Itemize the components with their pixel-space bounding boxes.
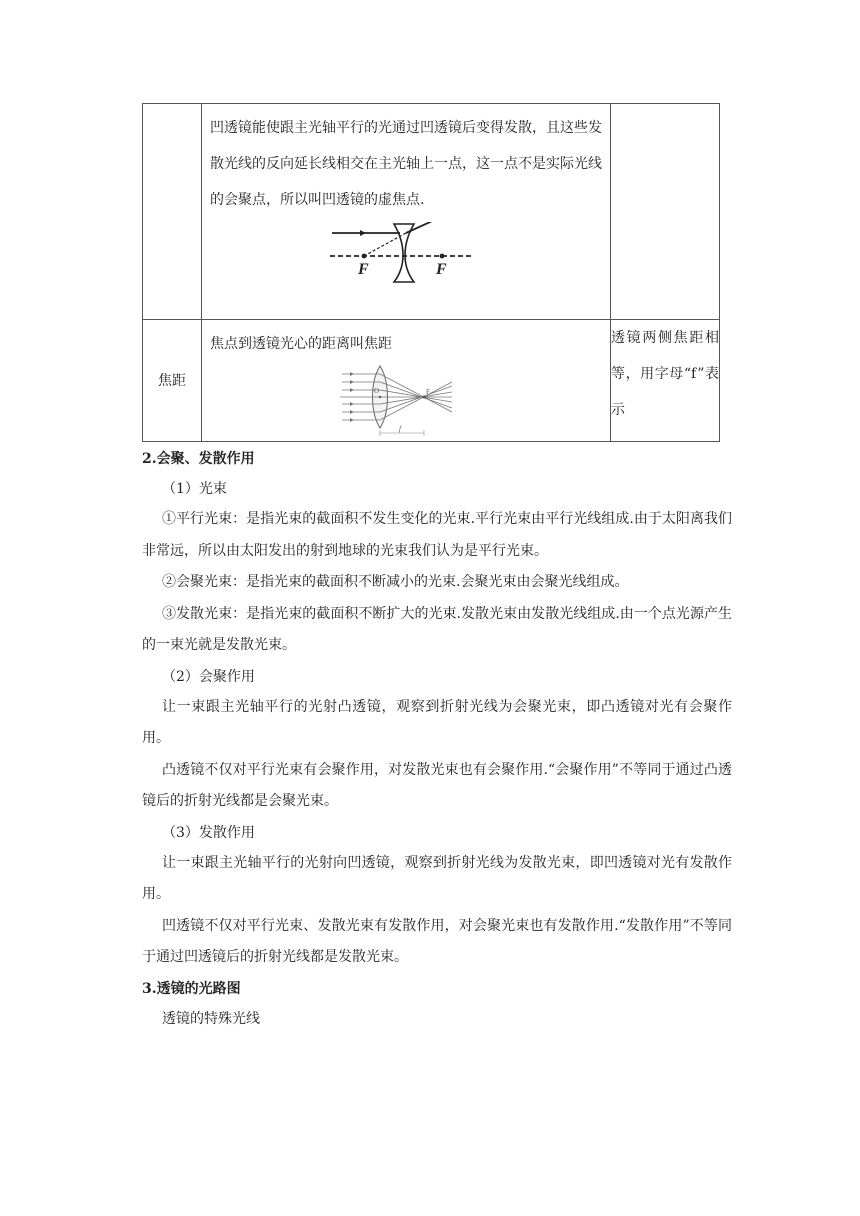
paragraph: ②会聚光束：是指光束的截面积不断减小的光束.会聚光束由会聚光线组成。 <box>162 574 629 590</box>
term-cell <box>143 104 202 320</box>
description-cell <box>202 104 611 320</box>
focal-point-right <box>440 254 445 259</box>
paragraph: ①平行光束：是指光束的截面积不发生变化的光束.平行光束由平行光线组成.由于太阳离我们非常远，所以由太阳发出的射到地球的光束我们认为是平行光束。 <box>142 511 732 559</box>
convex-lens-focal-length-diagram <box>340 364 458 438</box>
paragraph: 让一束跟主光轴平行的光射向凹透镜，观察到折射光线为发散光束，即凹透镜对光有发散作用。 <box>142 854 732 902</box>
section-heading: 2.会聚、发散作用 <box>142 451 255 467</box>
focus-label: F <box>358 261 369 278</box>
focus-label: F <box>436 261 447 278</box>
term-cell: 焦距 <box>143 320 202 442</box>
focal-length-label: f <box>399 425 401 433</box>
table-row <box>143 320 720 442</box>
backward-extension-line <box>364 233 406 256</box>
subsection-heading: （3）发散作用 <box>162 824 255 841</box>
subsection-heading: （1）光束 <box>162 481 227 497</box>
focal-length-description: 焦点到透镜光心的距离叫焦距 <box>210 336 392 352</box>
paragraph: 透镜的特殊光线 <box>162 1010 260 1027</box>
section-heading: 3.透镜的光路图 <box>142 980 241 997</box>
paragraph: 凸透镜不仅对平行光束有会聚作用，对发散光束也有会聚作用.“会聚作用”不等同于通过凸透镜后的折射光线都是会聚光束。 <box>142 761 732 809</box>
description-cell <box>202 320 611 442</box>
focus-label: F <box>426 388 430 396</box>
optical-center <box>379 396 381 398</box>
focal-point-left <box>362 254 367 259</box>
subsection-heading: （2）会聚作用 <box>162 668 255 685</box>
table-row <box>143 104 720 320</box>
optical-center-label: O <box>374 387 380 395</box>
arrow-icon <box>360 230 366 236</box>
document-body <box>142 444 732 1035</box>
concave-lens-virtual-focus-diagram <box>330 222 480 284</box>
note-cell: 透镜两侧焦距相等，用字母“f”表示 <box>611 320 720 442</box>
paragraph: 凹透镜不仅对平行光束、发散光束有发散作用，对会聚光束也有发散作用.“发散作用”不等同于通过凹透镜后的折射光线都是发散光束。 <box>142 917 732 965</box>
note-cell <box>611 104 720 320</box>
paragraph: ③发散光束：是指光束的截面积不断扩大的光束.发散光束由发散光线组成.由一个点光源产生的一束光就是发散光束。 <box>142 605 732 653</box>
paragraph: 让一束跟主光轴平行的光射凸透镜，观察到折射光线为会聚光束，即凸透镜对光有会聚作用。 <box>142 698 732 746</box>
virtual-focus-description: 凹透镜能使跟主光轴平行的光通过凹透镜后变得发散，且这些发散光线的反向延长线相交在主光轴上一点，这一点不是实际光线的会聚点，所以叫凹透镜的虚焦点. <box>210 120 602 208</box>
lens-concept-table <box>142 103 720 442</box>
